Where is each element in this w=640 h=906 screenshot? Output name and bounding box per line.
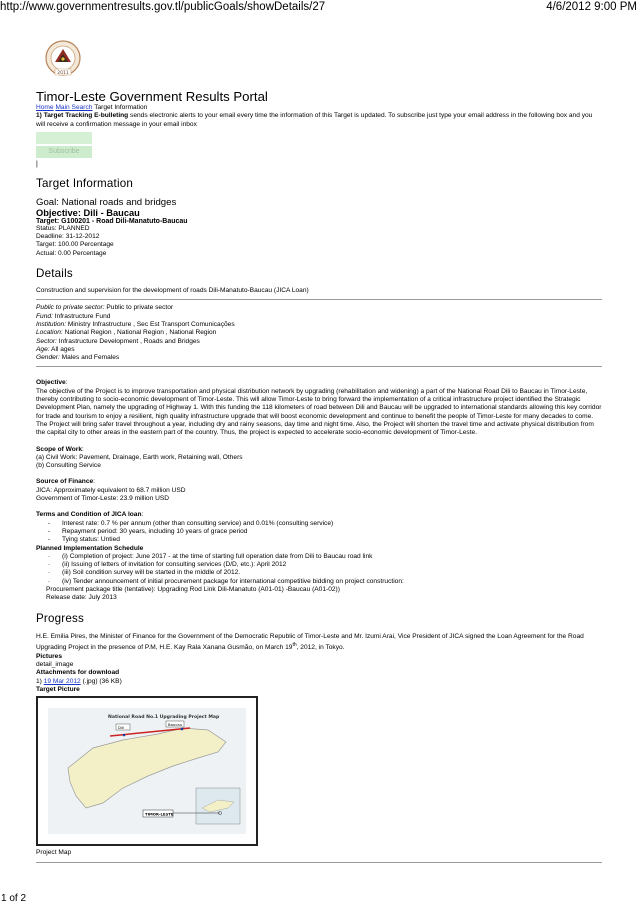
svg-text:2011: 2011 (57, 71, 69, 76)
project-map-graphic (48, 708, 246, 834)
tracking-text: sends electronic alerts to your email every time the information of this Target is updated. To subscribe just type your email address in the following box and you will receive a confirmation message in your email inbox (36, 112, 593, 128)
breadcrumb (36, 104, 602, 112)
attachment-link[interactable]: 19 Mar 2012 (43, 677, 81, 685)
scope-label: Scope of Work: (36, 445, 84, 453)
portal-title: Timor-Leste Government Results Portal (36, 89, 268, 104)
attachment-item: 1) 19 Mar 2012 (.jpg) (36 KB) (36, 677, 122, 685)
attachments-label: Attachments for download (36, 669, 120, 677)
target-information-heading: Target Information (36, 176, 134, 190)
subscribe-button[interactable]: Subscribe (36, 146, 92, 158)
field-location: Location: National Region , National Region , National Region (36, 329, 217, 337)
breadcrumb-current: Target Information (94, 104, 148, 111)
scope-line: (a) Civil Work: Pavement, Drainage, Earth work, Retaining wall, Others (36, 453, 243, 461)
page-counter: 1 of 2 (1, 893, 27, 904)
target-deadline: Deadline: 31-12-2012 (36, 233, 100, 241)
government-seal-icon (40, 38, 86, 80)
progress-text: H.E. Emilia Pires, the Minister of Finance for the Government of the Democratic Republic of Timor-Leste and Mr. Izumi Arai, Vice President of JICA signed the Loan Agreement for the Road Upgrading Project in the presence of P.M, H.E. Kay Rala Xanana Gusmão, on March 19th, 2012, in Tokyo. (36, 632, 584, 652)
divider (36, 862, 602, 863)
picture-name: detail_image (36, 661, 74, 669)
schedule-item: · (ii) Issuing of letters of invitation for consulting services (D/D, etc.): April 2012 (47, 561, 287, 569)
map-title: National Road No.1 Upgrading Project Map (108, 715, 220, 721)
objective-title: Objective: Dili - Baucau (36, 207, 140, 218)
field-institution: Institution: Ministry Infrastructure , Sec Est Transport Comunicações (36, 320, 235, 328)
terms-label: Terms and Condition of JICA loan: (36, 511, 144, 519)
schedule-item: · (iii) Soil condition survey will be started in the middle of 2012. (47, 569, 241, 577)
map-label-dili: Dili (118, 725, 125, 731)
field-gender: Gender: Males and Females (36, 354, 120, 362)
target-title: Target: G100201 - Road Dili-Manatuto-Baucau (36, 217, 188, 225)
map-label-baucau: Baucau (168, 722, 183, 728)
target-value: Target: 100.00 Percentage (36, 241, 114, 249)
procurement-line: Procurement package title (tentative): Upgrading Rod Link Dili-Manatuto (A01-01) -Baucau (A01-02)) (46, 585, 340, 593)
terms-item: - Tying status: Untied (47, 536, 120, 544)
goal-title: Goal: National roads and bridges (36, 196, 177, 208)
progress-heading: Progress (36, 611, 84, 625)
schedule-label: Planned Implementation Schedule (36, 544, 144, 552)
field-age: Age: All ages (36, 345, 75, 353)
divider (36, 299, 602, 300)
tracking-lead: 1) Target Tracking E-bulleting (36, 112, 129, 120)
field-fund: Fund: Infrastructure Fund (36, 312, 111, 320)
finance-line: Government of Timor-Leste: 23.9 million USD (36, 495, 170, 503)
terms-item: - Repayment period: 30 years, including 10 years of grace period (47, 527, 248, 535)
field-public-private: Public to private sector: Public to private sector (36, 304, 174, 312)
objective-label: Objective: (36, 379, 68, 387)
email-input[interactable] (36, 132, 92, 144)
target-actual: Actual: 0.00 Percentage (36, 249, 107, 257)
project-map-image (36, 696, 258, 846)
details-fields (36, 304, 602, 362)
browser-date: 4/6/2012 9:00 PM (546, 1, 637, 13)
objective-text-2: The Project will bring safer travel throughout a year, including dry and rainy seasons, day time and night time. Also, the Project will shorten the travel time and activate physical distribution from the capital city to other areas in the eastern part of the country. Thus, the project is expected to accelerate socio-economic development of Timor-Leste. (36, 420, 594, 437)
target-status: Status: PLANNED (36, 224, 90, 232)
pictures-label: Pictures (36, 652, 63, 660)
target-picture-label: Target Picture (36, 685, 80, 693)
objective-text: The objective of the Project is to improve transportation and physical distribution network by upgrading (rehabilitation and widening) a part of the National Road Dili to Baucau in Timor-Leste, thereby contributing to socio-economic development of Timor-Leste. This will allow Timor-Leste to bring forward the implementation of a critical infrastructure project identified the Strategic Development Plan, namely the upgrading of Highway 1. With this funding the 118 kilometers of road between Dili and Baucau will be upgraded to international standards allowing this key corridor for trade and tourism to enjoy a resilient, high quality infrastructure upgrade that will boost economic development and continue to benefit the people of Timor-Leste for many decades to come. (36, 387, 602, 420)
schedule-item: · (iv) Tender announcement of initial procurement package for international competitive bidding on project construction: (47, 577, 404, 585)
browser-url: http://www.governmentresults.gov.tl/publicGoals/showDetails/27 (0, 1, 326, 13)
breadcrumb-main-search-link[interactable]: Main Search (55, 104, 93, 111)
schedule-item: · (i) Completion of project: June 2017 - at the time of starting full operation date from Dili to Baucau road link (47, 552, 373, 560)
finance-label: Source of Finance: (36, 478, 96, 486)
field-sector: Sector: Infrastructure Development , Roads and Bridges (36, 337, 200, 345)
page-content (36, 38, 602, 867)
terms-item: - Interest rate: 0.7 % per annum (other than consulting service) and 0.01% (consulting service) (47, 519, 334, 527)
picture-caption: Project Map (36, 849, 72, 857)
divider (36, 366, 602, 367)
details-heading: Details (36, 267, 73, 281)
finance-line: JICA: Approximately equivalent to 68.7 million USD (36, 486, 186, 494)
release-line: Release date: July 2013 (46, 594, 117, 602)
separator: | (36, 160, 38, 168)
tracking-description (36, 112, 602, 129)
scope-line: (b) Consulting Service (36, 462, 101, 470)
details-summary: Construction and supervision for the development of roads Dili-Manatuto-Baucau (JICA Loan) (36, 287, 309, 295)
breadcrumb-home-link[interactable]: Home (36, 104, 54, 111)
map-label-country: TIMOR-LESTE (145, 811, 174, 817)
